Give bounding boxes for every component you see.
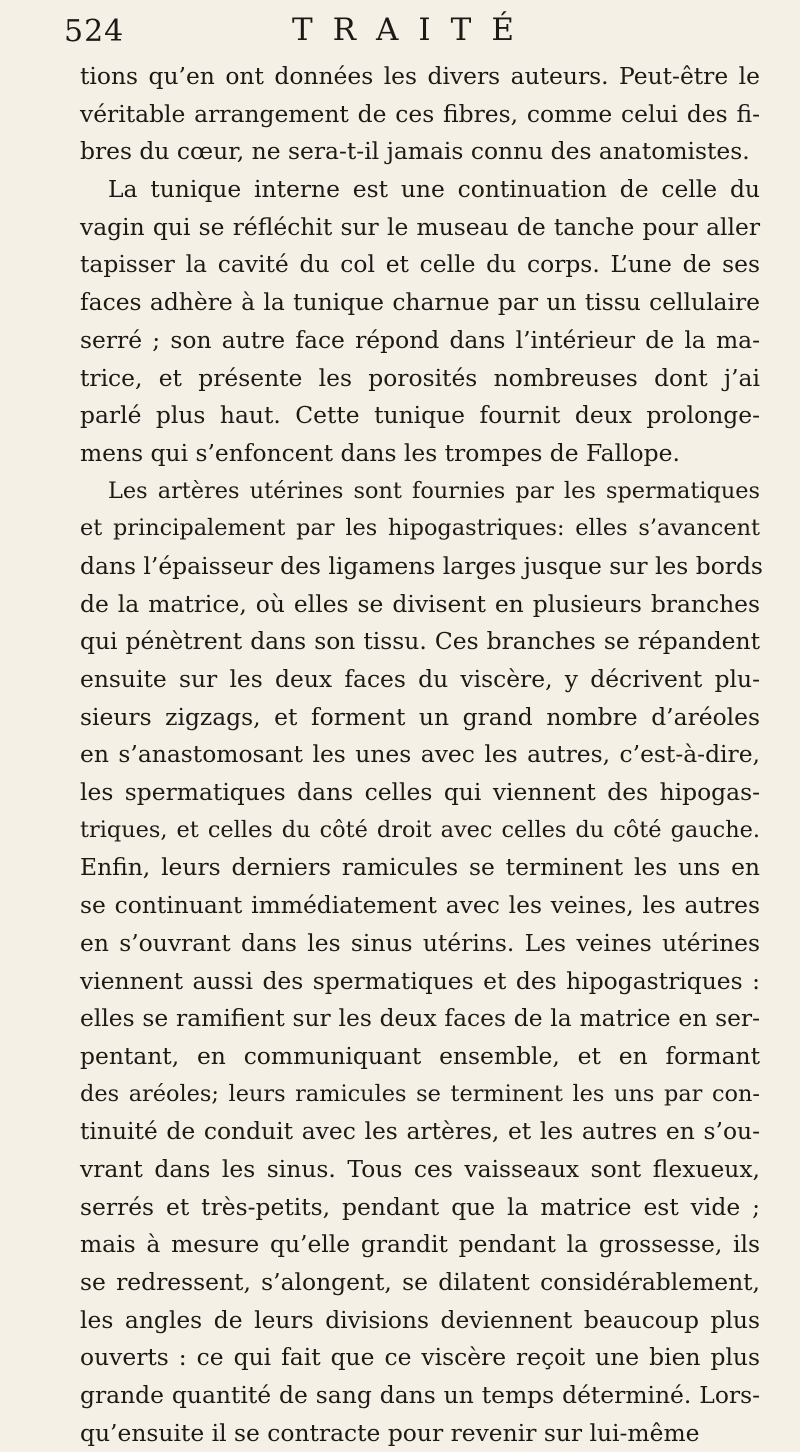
text-line: parlé plus haut. Cette tunique fournit deux prolonge- [80,401,760,430]
text-line: vagin qui se réfléchit sur le museau de tanche pour aller [80,212,760,241]
page-header [64,10,744,54]
text-line: des aréoles; leurs ramicules se terminent les uns par con- [80,1080,760,1107]
text-line: pentant, en communiquant ensemble, et en formant [80,1041,760,1070]
text-line: grande quantité de sang dans un temps déterminé. Lors- [80,1381,760,1410]
text-line: elles se ramifient sur les deux faces de la matrice en ser- [80,1004,760,1033]
running-title: TRAITÉ [292,12,534,48]
text-line: vrant dans les sinus. Tous ces vaisseaux sont flexueux, [80,1154,760,1183]
text-line: et principalement par les hipogastriques: elles s’avancent [80,515,760,542]
page-number: 524 [64,14,125,49]
text-line: ouverts : ce qui fait que ce viscère reçoit une bien plus [80,1343,760,1372]
text-line: se redressent, s’alongent, se dilatent considérablement, [80,1268,760,1296]
text-line: tions qu’en ont données les divers auteurs. Peut-être le [80,62,760,90]
text-line: viennent aussi des spermatiques et des hipogastriques : [80,966,760,995]
text-line: qu’ensuite il se contracte pour revenir sur lui-même [80,1418,700,1447]
text-line: tinuité de conduit avec les artères, et les autres en s’ou- [80,1117,760,1146]
text-line: en s’anastomosant les unes avec les autres, c’est-à-dire, [80,740,760,769]
text-line: sieurs zigzags, et forment un grand nombre d’aréoles [80,702,760,731]
text-line: Enfin, leurs derniers ramicules se terminent les uns en [80,853,760,882]
text-line: les spermatiques dans celles qui viennent des hipogas- [80,778,760,807]
text-line: tapisser la cavité du col et celle du corps. L’une de ses [80,250,760,279]
text-line: faces adhère à la tunique charnue par un tissu cellulaire [80,288,760,317]
text-line: ensuite sur les deux faces du viscère, y décrivent plu- [80,665,760,693]
paragraph-start-line: Les artères utérines sont fournies par les spermatiques [108,477,760,504]
text-line: en s’ouvrant dans les sinus utérins. Les veines utérines [80,928,760,957]
text-line: se continuant immédiatement avec les veines, les autres [80,891,760,920]
text-line: bres du cœur, ne sera-t-il jamais connu des anatomistes. [80,137,750,166]
text-line: serré ; son autre face répond dans l’intérieur de la ma- [80,325,760,354]
text-line: de la matrice, où elles se divisent en plusieurs branches [80,589,760,618]
text-line: dans l’épaisseur des ligamens larges jusque sur les bords [80,551,763,580]
text-line: mais à mesure qu’elle grandit pendant la grossesse, ils [80,1230,760,1259]
text-line: qui pénètrent dans son tissu. Ces branches se répandent [80,627,760,656]
text-line: serrés et très-petits, pendant que la matrice est vide ; [80,1192,760,1221]
paragraph-start-line: La tunique interne est une continuation de celle du [108,175,760,204]
text-line: véritable arrangement de ces fibres, comme celui des fi- [80,99,760,128]
text-line: trice, et présente les porosités nombreuses dont j’ai [80,363,760,392]
text-line: triques, et celles du côté droit avec celles du côté gauche. [80,816,760,843]
text-line: mens qui s’enfoncent dans les trompes de Fallope. [80,438,680,467]
body-text [80,58,763,1452]
text-line: les angles de leurs divisions deviennent beaucoup plus [80,1305,760,1334]
